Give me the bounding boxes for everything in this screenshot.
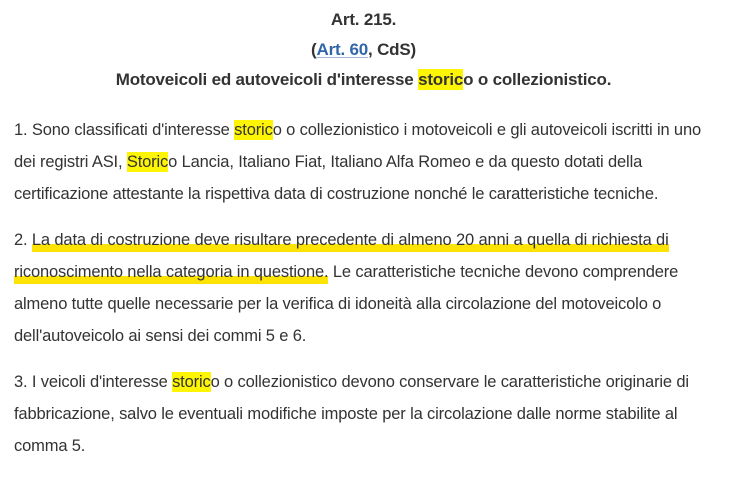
text-run: Motoveicoli ed autoveicoli d'interesse (115, 70, 419, 89)
highlighted-term: Storic (126, 153, 169, 171)
reference-prefix: ( (311, 40, 317, 59)
article-body (14, 114, 713, 462)
art-60-link[interactable]: Art. 60 (316, 40, 369, 59)
text-run: 1. Sono classificati d'interesse (14, 121, 235, 139)
paragraph-comma-2 (14, 224, 713, 352)
highlighted-term: storic (418, 70, 464, 89)
marker-underlined-text: La data di costruzione deve risultare precedente di almeno 20 anni a quella di richiesta di riconoscimento nella categoria in questione. (14, 231, 669, 284)
paragraph-comma-3 (14, 366, 713, 462)
text-run: o Lancia, Italiano Fiat, Italiano Alfa Romeo e da questo dotati della certificazione attestante la rispettiva data di costruzione nonché le caratteristiche tecniche. (14, 153, 659, 203)
highlighted-term: storic (234, 121, 273, 139)
text-run: o o collezionistico. (463, 70, 612, 89)
article-title (14, 65, 713, 95)
reference-suffix: , CdS) (368, 40, 416, 59)
paragraph-comma-1 (14, 114, 713, 210)
text-run: o o collezionistico devono conservare le caratteristiche originarie di fabbricazione, salvo le eventuali modifiche imposte per la circolazione dalle norme stabilite al comma 5. (14, 373, 689, 455)
highlighted-term: storic (172, 373, 211, 391)
article-reference-line (14, 35, 713, 65)
article-header (14, 5, 713, 95)
text-run: 2. (14, 231, 32, 249)
text-run: 3. I veicoli d'interesse (14, 373, 173, 391)
text-run: Le caratteristiche tecniche devono comprendere almeno tutte quelle necessarie per la verifica di idoneità alla circolazione del motoveicolo o dell'autoveicolo ai sensi dei commi 5 e 6. (14, 263, 679, 345)
text-run: o o collezionistico i motoveicoli e gli autoveicoli iscritti in uno dei registri ASI, (14, 121, 702, 171)
article-number: Art. 215. (330, 10, 397, 29)
